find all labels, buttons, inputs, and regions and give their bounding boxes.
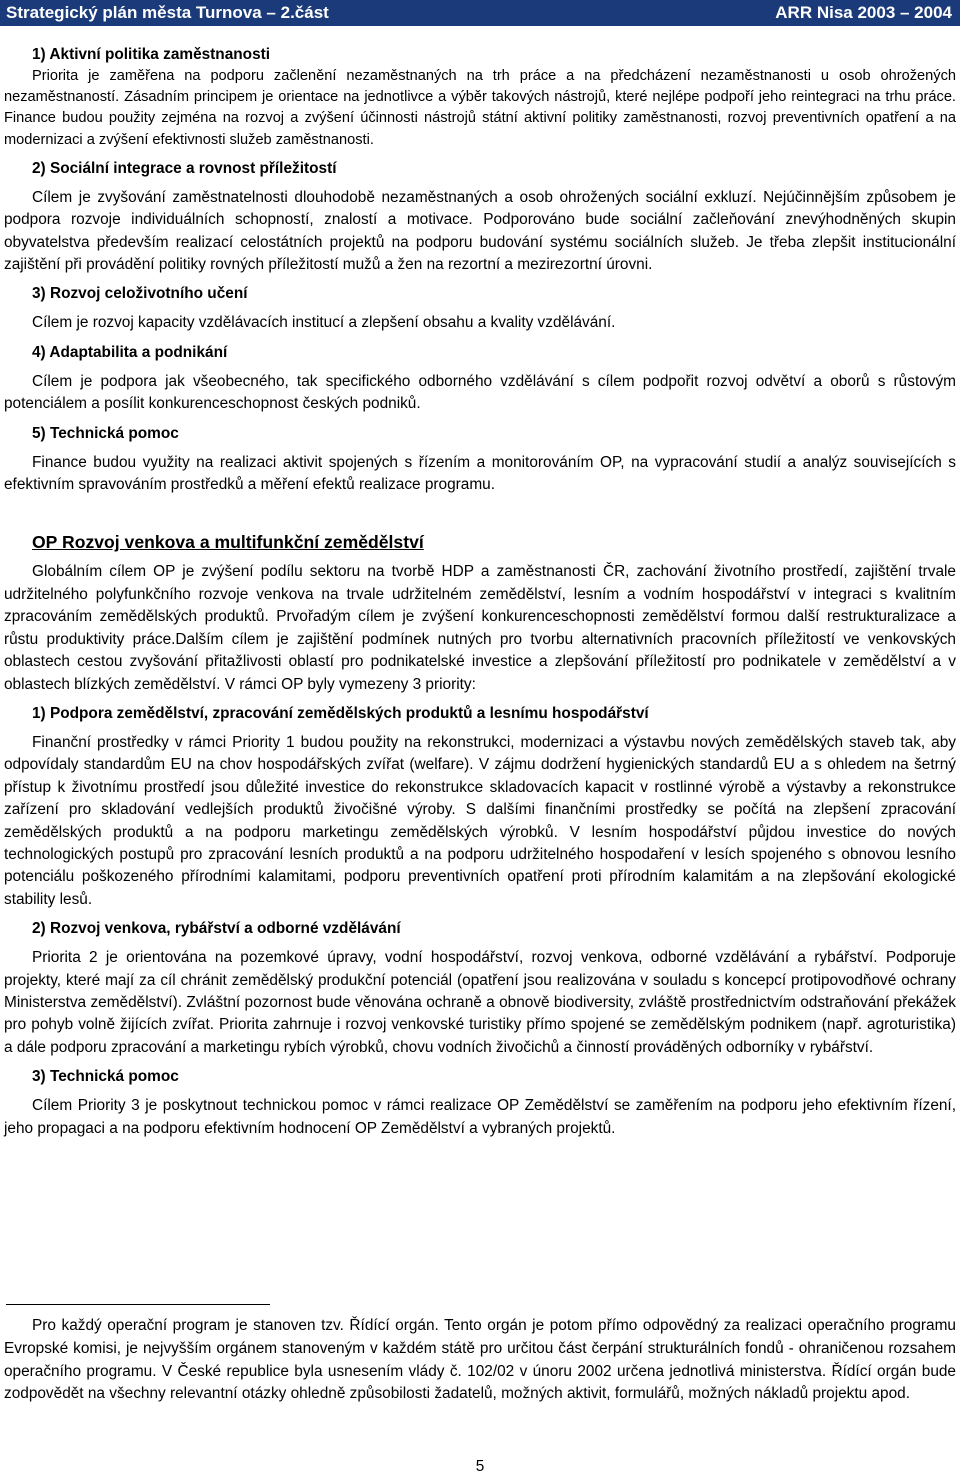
priority-heading: 2) Rozvoj venkova, rybářství a odborné vzdělávání (32, 920, 401, 938)
priority-text: Cílem je rozvoj kapacity vzdělávacích institucí a zlepšení obsahu a kvality vzdělávání. (32, 314, 616, 332)
page-header (0, 0, 960, 26)
section-intro: Globálním cílem OP je zvýšení podílu sektoru na tvorbě HDP a zaměstnanosti ČR, zachování životního prostředí, zajištění trvale udržitelného polyfunkčního rozvoje venkova na trvale udržitelném zemědělství, lesním a vodním hospodářství v integraci s kvalitním zpracováním zemědělských produktů. Prvořadým cílem je zvýšení konkurenceschopnosti zemědělství formou další restrukturalizace a růstu produktivity práce.Dalším cílem je zajištění podmínek nutných pro tvorbu alternativních pracovních příležitostí ve venkovských oblastech cestou zvyšování přitažlivosti oblastí pro podnikatelské investice a zlepšování příležitostí pro podnikatele v zemědělství a v oblastech blízkých zemědělství. V rámci OP byly vymezeny 3 priority: (4, 563, 956, 693)
priority-heading: 3) Technická pomoc (32, 1068, 179, 1086)
header-organization: ARR Nisa 2003 – 2004 (775, 3, 952, 22)
priority-text: Finance budou využity na realizaci aktivit spojených s řízením a monitorováním OP, na vypracování studií a analýz souvisejících s efektivním spravováním prostředků a měření efektů realizace programu. (4, 453, 956, 494)
header-document-title: Strategický plán města Turnova – 2.část (6, 3, 329, 22)
priority-text: Cílem Priority 3 je poskytnout technickou pomoc v rámci realizace OP Zemědělství se zaměřením na podporu jeho efektivním řízení, jeho propagaci a na podporu efektivním hodnocení OP Zemědělství a vybraných projektů. (4, 1097, 956, 1137)
section-title: OP Rozvoj venkova a multifunkční zemědělství (32, 532, 424, 553)
footnote: Pro každý operační program je stanoven tzv. Řídící orgán. Tento orgán je potom přímo odpovědný za realizaci operačního programu Evropské komisi, je nejvyšším orgánem stanoveným v každém státě pro určitou část čerpání strukturálních fondů - ohraničenou rozsahem operačního programu. V České republice byla usnesením vlády č. 102/02 v únoru 2002 určena jednotlivá ministerstva. Řídící orgán bude zodpovědět na všechny relevantní otázky ohledně způsobilosti žadatelů, možných aktivit, formulářů, možných nákladů projektu apod. (4, 1317, 956, 1403)
priority-heading: 4) Adaptabilita a podnikání (32, 343, 228, 361)
priority-text: Cílem je podpora jak všeobecného, tak specifického odborného vzdělávání s cílem podpořit rozvoj odvětví a oborů s růstovým potenciálem a posílit konkurenceschopnost českých podniků. (4, 372, 956, 413)
priority-text: Cílem je zvyšování zaměstnatelnosti dlouhodobě nezaměstnaných a osob ohrožených sociální exkluzí. Nejúčinnějším způsobem je podpora rozvoje individuálních schopností, znalostí a motivace. Podporováno bude sociální začleňování znevýhodněných skupin obyvatelstva především realizací celostátních projektů na podporu budování systému sociálních služeb. Je třeba zlepšit institucionální zajištění při provádění politiky rovných příležitostí mužů a žen na rezortní a mezirezortní úrovni. (4, 188, 956, 274)
priority-heading: 5) Technická pomoc (32, 424, 179, 442)
footnote-separator (6, 1304, 270, 1305)
priority-heading: 1) Podpora zemědělství, zpracování zemědělských produktů a lesnímu hospodářství (32, 704, 649, 722)
priority-heading: 3) Rozvoj celoživotního učení (32, 285, 248, 303)
priority-text: Priorita je zaměřena na podporu začlenění nezaměstnaných na trh práce a na předcházení nezaměstnanosti u osob ohrožených nezaměstnaností. Zásadním principem je orientace na jednotlivce a výběr takových nástrojů, které nejlépe podpoří jeho reintegraci na trhu práce. Finance budou použity zejména na rozvoj a zvýšení účinnosti nástrojů státní aktivní politiky zaměstnanosti, rozvoj preventivních opatření a na modernizaci a zvýšení efektivnosti služeb zaměstnanosti. (4, 68, 956, 148)
priority-text: Priorita 2 je orientována na pozemkové úpravy, vodní hospodářství, rozvoj venkova, odborné vzdělávání a rybářství. Podporuje projekty, které mají za cíl chránit zemědělský produkční potenciál (opatření jsou realizována v souladu s koncepcí protipovodňové ochrany Ministerstva zemědělství). Zvláštní pozornost bude věnována ochraně a obnově biodiversity, zvláště prostřednictvím odstraňování překážek pro pohyb volně žijících zvířat. Priorita zahrnuje i rozvoj venkovské turistiky přímo spojené se zemědělským podnikem (např. agroturistika) a dále podporu zpracování a marketingu rybích výrobků, chovu vodních živočichů a činností prováděných odborníky v rybářství. (4, 949, 956, 1056)
priority-heading: 2) Sociální integrace a rovnost příležitostí (32, 159, 337, 177)
page-number: 5 (475, 1458, 485, 1475)
document-body (4, 44, 956, 1140)
priority-heading: 1) Aktivní politika zaměstnanosti (32, 46, 271, 63)
priority-text: Finanční prostředky v rámci Priority 1 budou použity na rekonstrukci, modernizaci a výstavbu nových zemědělských staveb tak, aby odpovídaly standardům EU na chov hospodářských zvířat (welfare). V zájmu dodržení hygienických standardů EU a s ohledem na šetrný přístup k životnímu prostředí jsou důležité investice do rekonstrukce skladovacích kapacit v rostlinné výrobě a výstavby a rekonstrukce zařízení pro skladování vedlejších produktů živočišné výroby. S dalšími finančními prostředky se počítá na zlepšení zpracování zemědělských produktů a na podporu marketingu zemědělských výrobků. V lesním hospodářství půjdou investice do nových technologických postupů pro zpracování lesních produktů a na podporu udržitelného hospodaření v lesích spojeného s obnovou lesního potenciálu poškozeného přírodními kalamitami, podporu preventivních opatření proti přírodním kalamitám a na zlepšování ekologické stability lesů. (4, 733, 956, 908)
